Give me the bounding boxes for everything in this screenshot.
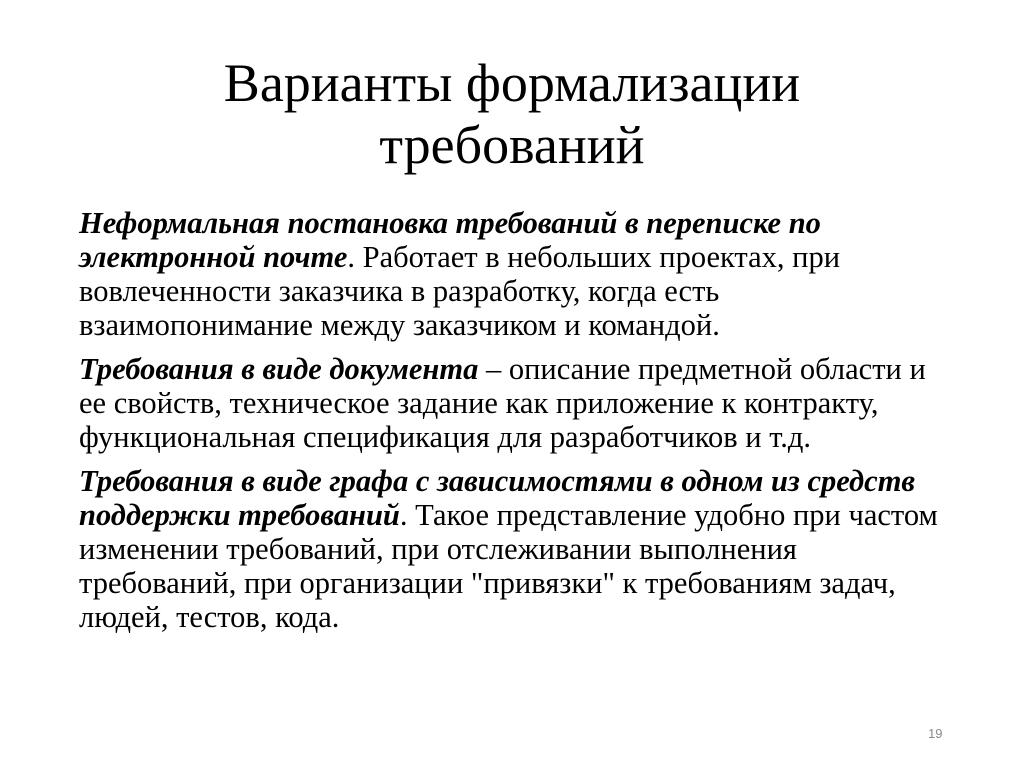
page-number: 19 bbox=[928, 726, 943, 741]
paragraph-text: – описание предметной области и ее свойств, техническое задание как приложение к контракту, функциональная спецификация для разработчиков и т.д. bbox=[79, 352, 926, 454]
paragraph-document bbox=[79, 352, 959, 454]
slide-title bbox=[80, 52, 944, 176]
slide-body bbox=[79, 206, 959, 644]
paragraph-lead: Неформальная постановка требований в переписке по электронной почте bbox=[79, 206, 821, 274]
title-line-1: Варианты формализации bbox=[223, 53, 801, 113]
paragraph-lead: Требования в виде графа с зависимостями в одном из средств поддержки требований bbox=[79, 464, 916, 532]
paragraph-text: . Работает в небольших проектах, при вовлеченности заказчика в разработку, когда есть взаимопонимание между заказчиком и командой. bbox=[79, 240, 841, 342]
paragraph-lead: Требования в виде документа bbox=[79, 352, 479, 386]
title-line-2: требований bbox=[379, 115, 645, 175]
paragraph-email bbox=[79, 206, 959, 342]
paragraph-text: . Такое представление удобно при частом изменении требований, при отслеживании выполнения требований, при организации "привязки" к требованиям задач, людей, тестов, кода. bbox=[79, 498, 938, 634]
paragraph-graph bbox=[79, 464, 959, 634]
